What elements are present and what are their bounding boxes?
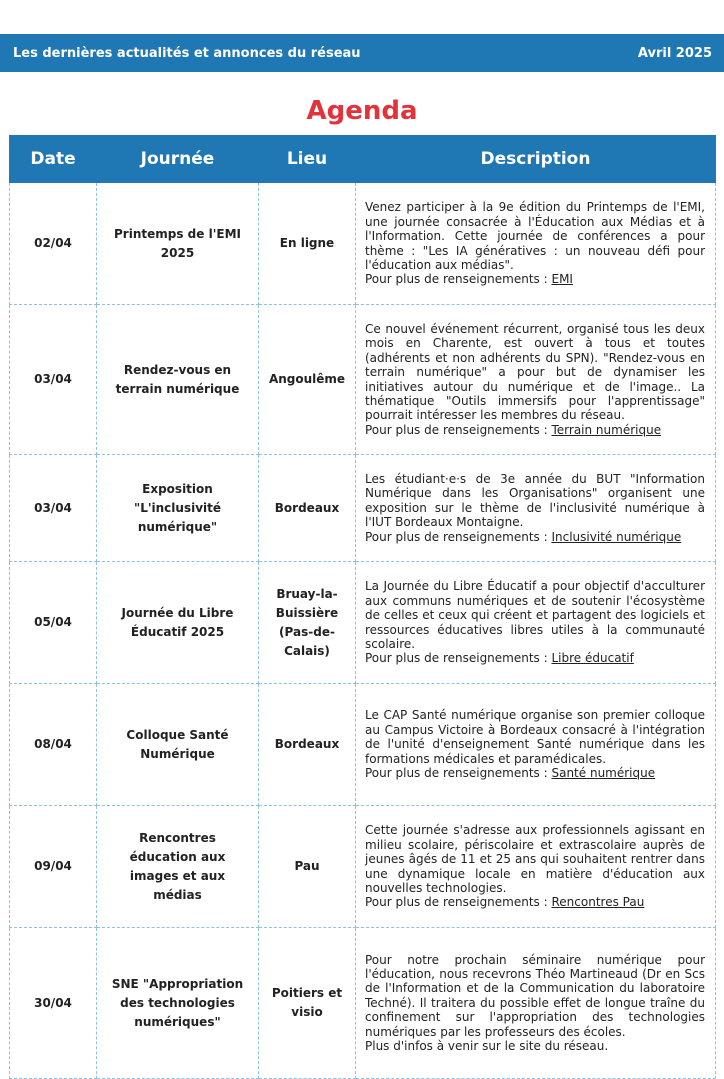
agenda-table — [9, 135, 716, 1079]
row-journee: Rencontres éducation aux images et aux médias — [97, 806, 259, 928]
row-date: 08/04 — [10, 684, 97, 806]
table-row — [10, 305, 716, 455]
page-title: Agenda — [306, 96, 418, 126]
row-lieu: En ligne — [259, 183, 356, 305]
row-date: 03/04 — [10, 305, 97, 455]
header-journee: Journée — [97, 136, 259, 183]
description-text: Ce nouvel événement récurrent, organisé tous les deux mois en Charente, est ouvert à tous et toutes (adhérents et non adhérents du SPN). "Rendez-vous en terrain numérique" a pour but de dynamiser les initiatives autour du numérique et de l'image.. La thématique "Outils immersifs pour l'apprentissage" pourrait intéresser les membres du réseau. — [365, 321, 705, 423]
more-info — [365, 651, 705, 665]
table-row — [10, 455, 716, 562]
header-banner — [0, 34, 724, 72]
table-row — [10, 562, 716, 684]
row-date: 02/04 — [10, 183, 97, 305]
info-link[interactable]: Terrain numérique — [551, 422, 662, 437]
description-text: Le CAP Santé numérique organise son premier colloque au Campus Victoire à Bordeaux consacré à l'intégration de l'unité d'enseignement Santé numérique dans les formations médicales et paramédicales. — [365, 708, 705, 766]
row-description — [356, 562, 716, 684]
more-info — [365, 272, 705, 286]
banner-title: Les dernières actualités et annonces du réseau — [13, 45, 361, 61]
more-info — [365, 423, 705, 437]
row-journee: Rendez-vous en terrain numérique — [97, 305, 259, 455]
description-text: Les étudiant·e·s de 3e année du BUT "Information Numérique dans les Organisations" organisent une exposition sur le thème de l'inclusivité numérique à l'IUT Bordeaux Montaigne. — [365, 471, 705, 530]
row-lieu: Pau — [259, 806, 356, 928]
more-info-label: Pour plus de renseignements : — [365, 422, 552, 437]
row-date: 03/04 — [10, 455, 97, 562]
description-text: La Journée du Libre Éducatif a pour objectif d'acculturer aux communs numériques et de soutenir l'écosystème de celles et ceux qui créent et partagent des logiciels et ressources éducatives libres utiles à la communauté scolaire. — [365, 579, 705, 651]
info-link[interactable]: Santé numérique — [551, 766, 656, 781]
row-description — [356, 928, 716, 1079]
more-info-label: Pour plus de renseignements : — [365, 651, 552, 666]
more-info-label: Pour plus de renseignements : — [365, 766, 552, 781]
more-info-label: Pour plus de renseignements : — [365, 272, 552, 287]
info-link[interactable]: Inclusivité numérique — [551, 529, 682, 544]
more-info-label: Pour plus de renseignements : — [365, 895, 552, 910]
table-header-row — [10, 136, 716, 183]
description-text: Cette journée s'adresse aux professionnels agissant en milieu scolaire, périscolaire et extrascolaire auprès de jeunes âgés de 11 et 25 ans qui souhaitent rentrer dans une dynamique locale en matière d'éducation aux nouvelles technologies. — [365, 823, 705, 895]
description-text: Pour notre prochain séminaire numérique pour l'éducation, nous recevrons Théo Martineaud (Dr en Scs de l'Information et de la Communication du laboratoire Techné). Il traitera du possible effet de longue traîne du confinement sur l'appropriation des technologies numériques par les professeurs des écoles. — [365, 952, 705, 1039]
row-date: 30/04 — [10, 928, 97, 1079]
row-journee: SNE "Appropriation des technologies numériques" — [97, 928, 259, 1079]
header-lieu: Lieu — [259, 136, 356, 183]
row-journee: Exposition "L'inclusivité numérique" — [97, 455, 259, 562]
table-row — [10, 684, 716, 806]
row-lieu: Bordeaux — [259, 455, 356, 562]
more-info — [365, 766, 705, 780]
info-link[interactable]: EMI — [551, 272, 573, 287]
more-info-label: Plus d'infos à venir sur le site du réseau. — [365, 1039, 609, 1054]
row-date: 05/04 — [10, 562, 97, 684]
more-info — [365, 530, 705, 544]
header-date: Date — [10, 136, 97, 183]
row-lieu: Poitiers et visio — [259, 928, 356, 1079]
row-date: 09/04 — [10, 806, 97, 928]
row-description — [356, 455, 716, 562]
row-lieu: Bruay-la-Buissière (Pas-de-Calais) — [259, 562, 356, 684]
row-lieu: Bordeaux — [259, 684, 356, 806]
more-info — [365, 1039, 705, 1053]
row-description — [356, 305, 716, 455]
table-row — [10, 183, 716, 305]
row-journee: Colloque Santé Numérique — [97, 684, 259, 806]
row-journee: Journée du Libre Éducatif 2025 — [97, 562, 259, 684]
header-description: Description — [356, 136, 716, 183]
row-description — [356, 183, 716, 305]
table-row — [10, 928, 716, 1079]
row-lieu: Angoulême — [259, 305, 356, 455]
row-journee: Printemps de l'EMI 2025 — [97, 183, 259, 305]
table-row — [10, 806, 716, 928]
info-link[interactable]: Libre éducatif — [551, 651, 634, 666]
more-info-label: Pour plus de renseignements : — [365, 529, 552, 544]
info-link[interactable]: Rencontres Pau — [551, 895, 645, 910]
description-text: Venez participer à la 9e édition du Printemps de l'EMI, une journée consacrée à l'Éducation aux Médias et à l'Information. Cette journée de conférences a pour thème : "Les IA génératives : un nouveau défi pour l'éducation aux médias". — [365, 200, 705, 272]
banner-date: Avril 2025 — [637, 45, 712, 61]
more-info — [365, 895, 705, 909]
row-description — [356, 684, 716, 806]
row-description — [356, 806, 716, 928]
